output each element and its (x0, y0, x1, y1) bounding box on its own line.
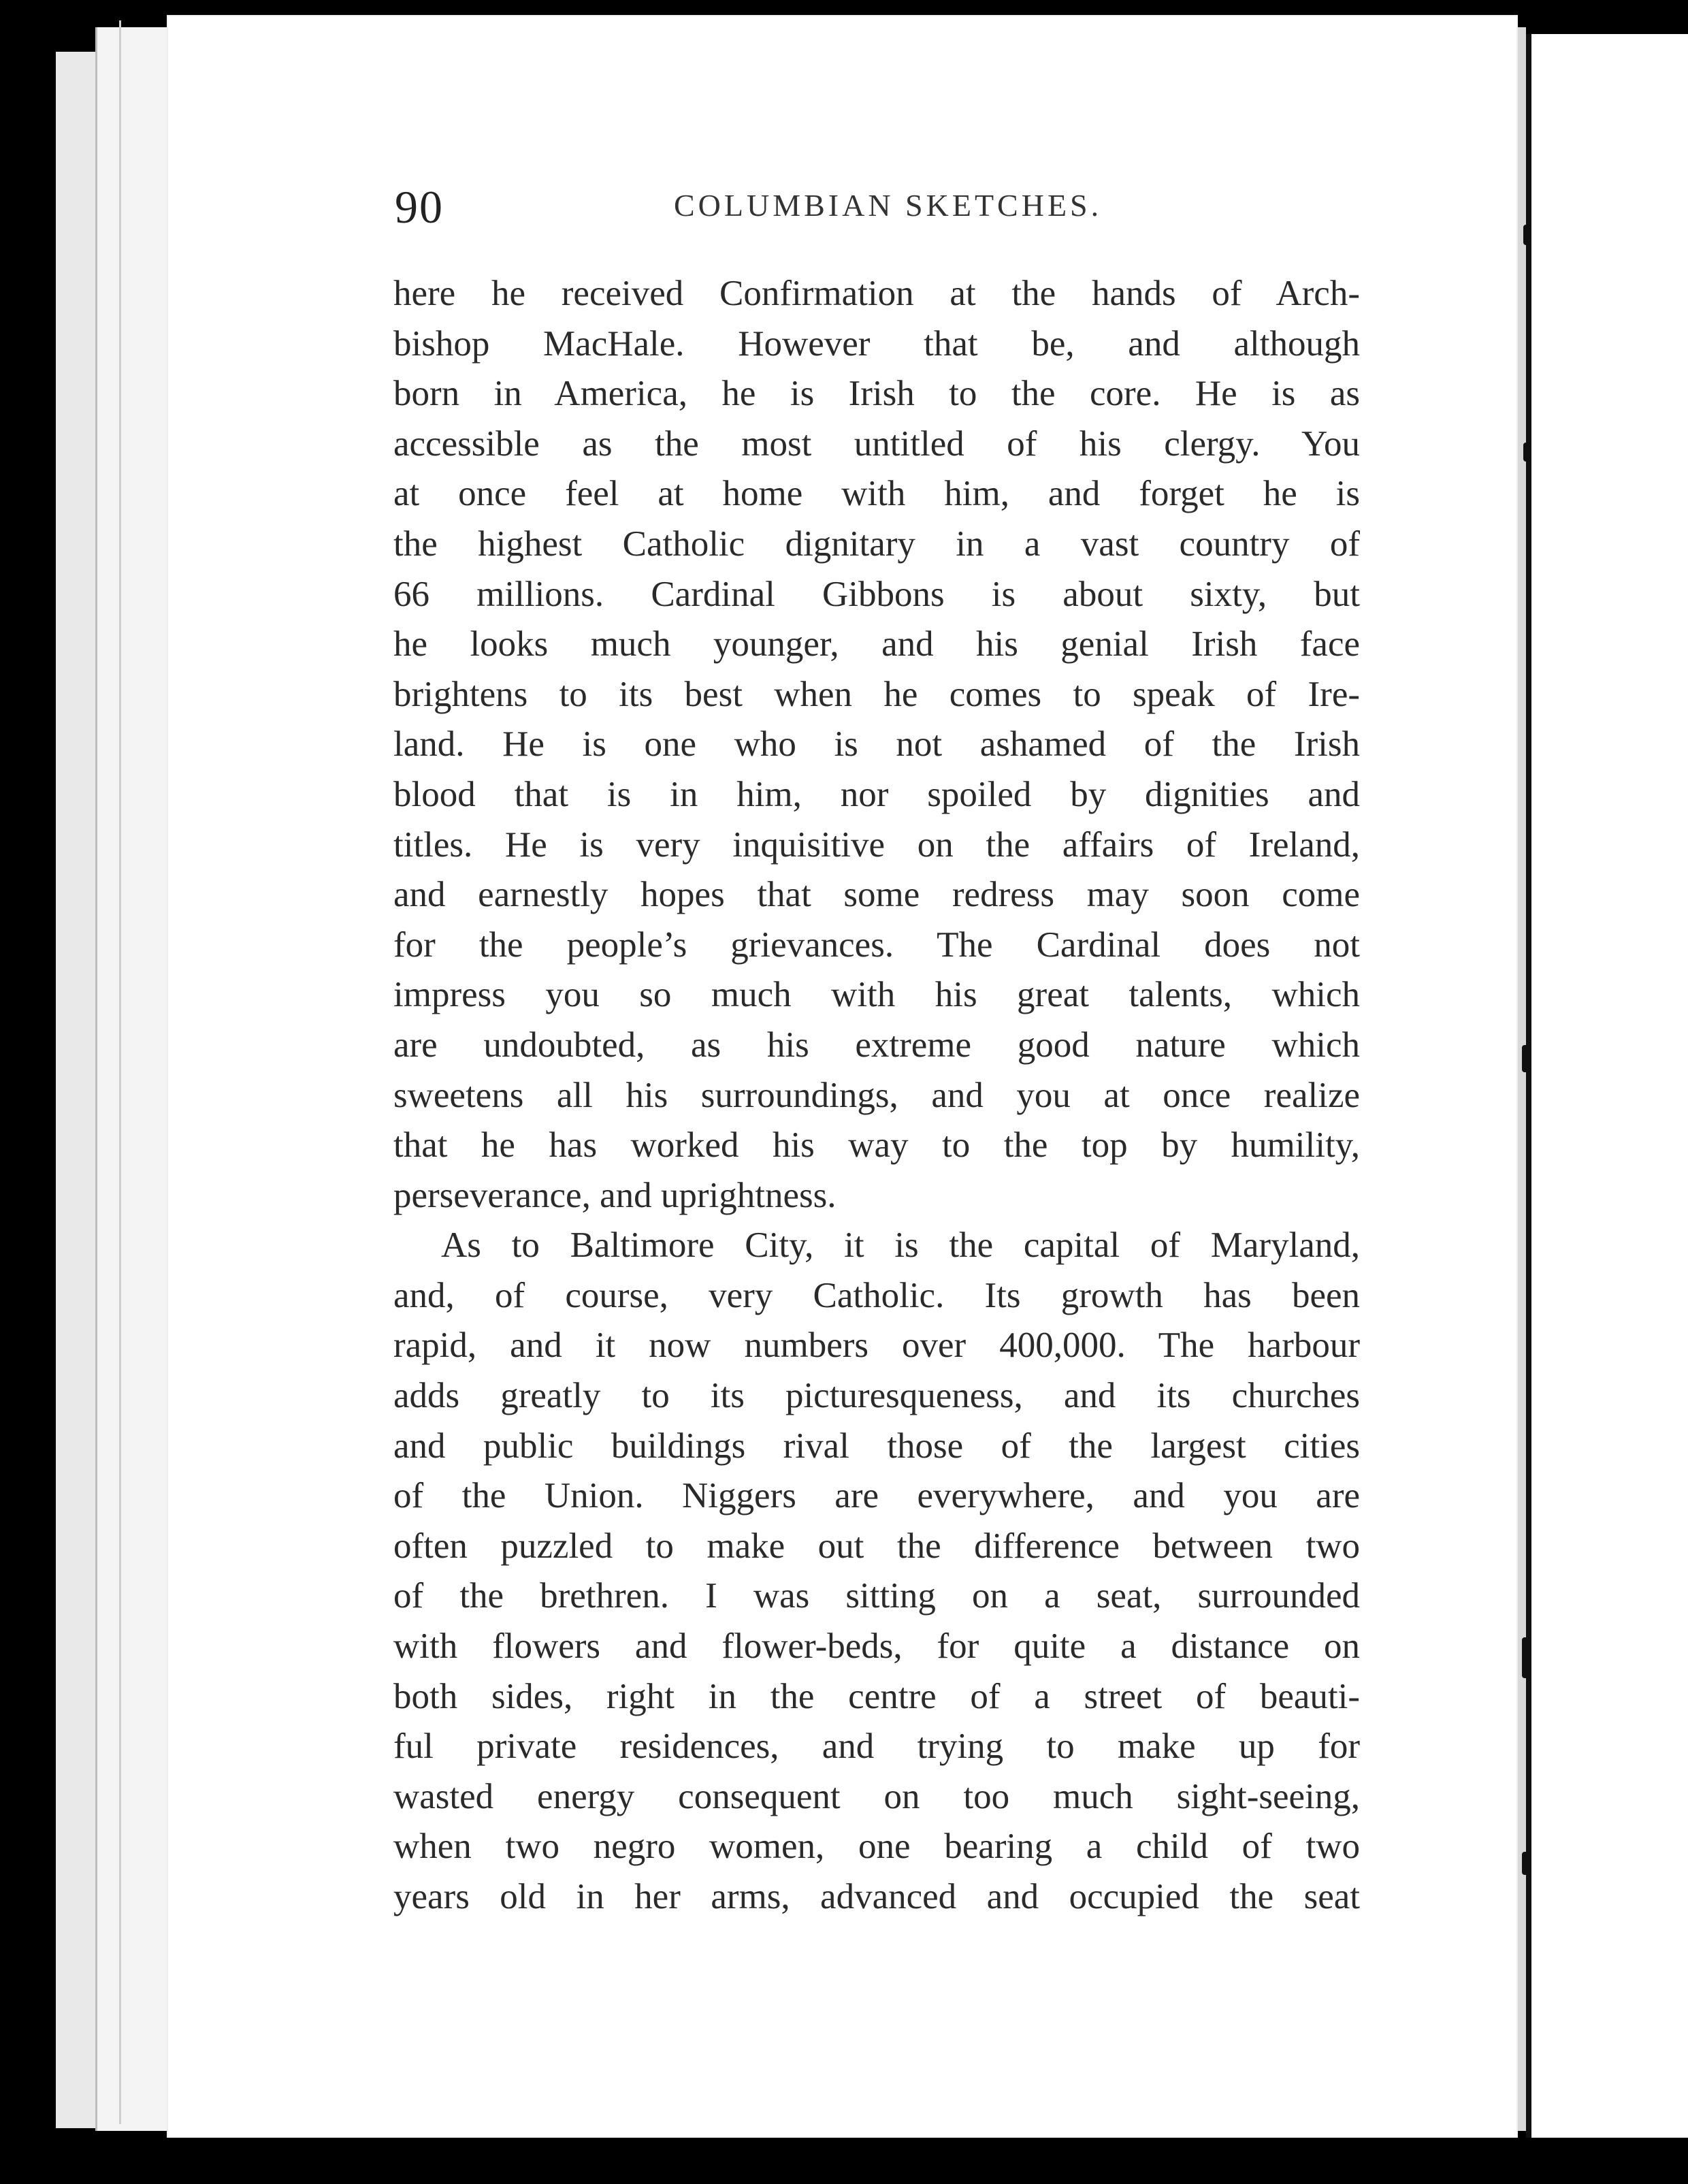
page-header (395, 180, 1361, 235)
gutter-shadow (1518, 27, 1526, 2131)
text-line: years old in her arms, advanced and occupied the seat (393, 1877, 1360, 1916)
scan-bottom-border (0, 2138, 1688, 2184)
text-line: for the people’s grievances. The Cardinal does not (393, 925, 1360, 965)
scan-speck (1522, 1045, 1529, 1072)
text-line: As to Baltimore City, it is the capital of Maryland, (441, 1225, 1360, 1266)
scan-speck (1523, 225, 1530, 245)
text-line: and, of course, very Catholic. Its growth has been (393, 1275, 1360, 1315)
scan-speck (1522, 1637, 1529, 1678)
text-line: blood that is in him, nor spoiled by dignities and (393, 774, 1360, 814)
running-title: COLUMBIAN SKETCHES. (674, 188, 1103, 223)
text-line: of the Union. Niggers are everywhere, and you are (393, 1476, 1360, 1516)
text-line: and public buildings rival those of the largest cities (393, 1426, 1360, 1466)
text-line: he looks much younger, and his genial Irish face (393, 624, 1360, 664)
text-line: with flowers and flower-beds, for quite a distance on (393, 1626, 1360, 1667)
text-line: rapid, and it now numbers over 400,000. The harbour (393, 1326, 1360, 1366)
page-number: 90 (395, 181, 444, 233)
scan-speck (1523, 443, 1530, 462)
text-line: that he has worked his way to the top by humility, (393, 1125, 1360, 1166)
body-text (393, 269, 1360, 1923)
page-edge-line (119, 20, 169, 2124)
text-line: land. He is one who is not ashamed of the Irish (393, 724, 1360, 765)
text-line: brightens to its best when he comes to speak of Ire- (393, 674, 1360, 714)
text-line: ful private residences, and trying to make up for (393, 1727, 1360, 1767)
text-line: born in America, he is Irish to the core. He is as (393, 374, 1360, 414)
text-line: impress you so much with his great talents, which (393, 975, 1360, 1015)
facing-page-edge (1526, 34, 1688, 2158)
text-line: titles. He is very inquisitive on the affairs of Ireland, (393, 824, 1360, 865)
text-line: 66 millions. Cardinal Gibbons is about sixty, but (393, 574, 1360, 614)
text-line: bishop MacHale. However that be, and although (393, 323, 1360, 364)
text-line: of the brethren. I was sitting on a seat, surrounded (393, 1576, 1360, 1616)
text-line: wasted energy consequent on too much sight-seeing, (393, 1776, 1360, 1816)
scan-speck (1522, 1852, 1529, 1875)
text-line: are undoubted, as his extreme good nature which (393, 1025, 1360, 1065)
text-line: the highest Catholic dignitary in a vast country of (393, 524, 1360, 564)
text-line: both sides, right in the centre of a street of beauti- (393, 1676, 1360, 1716)
text-line: accessible as the most untitled of his clergy. You (393, 423, 1360, 464)
text-line: and earnestly hopes that some redress may soon come (393, 875, 1360, 915)
text-line: at once feel at home with him, and forget he is (393, 474, 1360, 514)
text-line: sweetens all his surroundings, and you at once realize (393, 1075, 1360, 1115)
text-line: often puzzled to make out the difference between two (393, 1526, 1360, 1566)
text-line: perseverance, and uprightness. (393, 1175, 837, 1215)
text-line: when two negro women, one bearing a child of two (393, 1827, 1360, 1867)
text-line: adds greatly to its picturesqueness, and its churches (393, 1376, 1360, 1416)
text-line: here he received Confirmation at the hands of Arch- (393, 274, 1360, 313)
